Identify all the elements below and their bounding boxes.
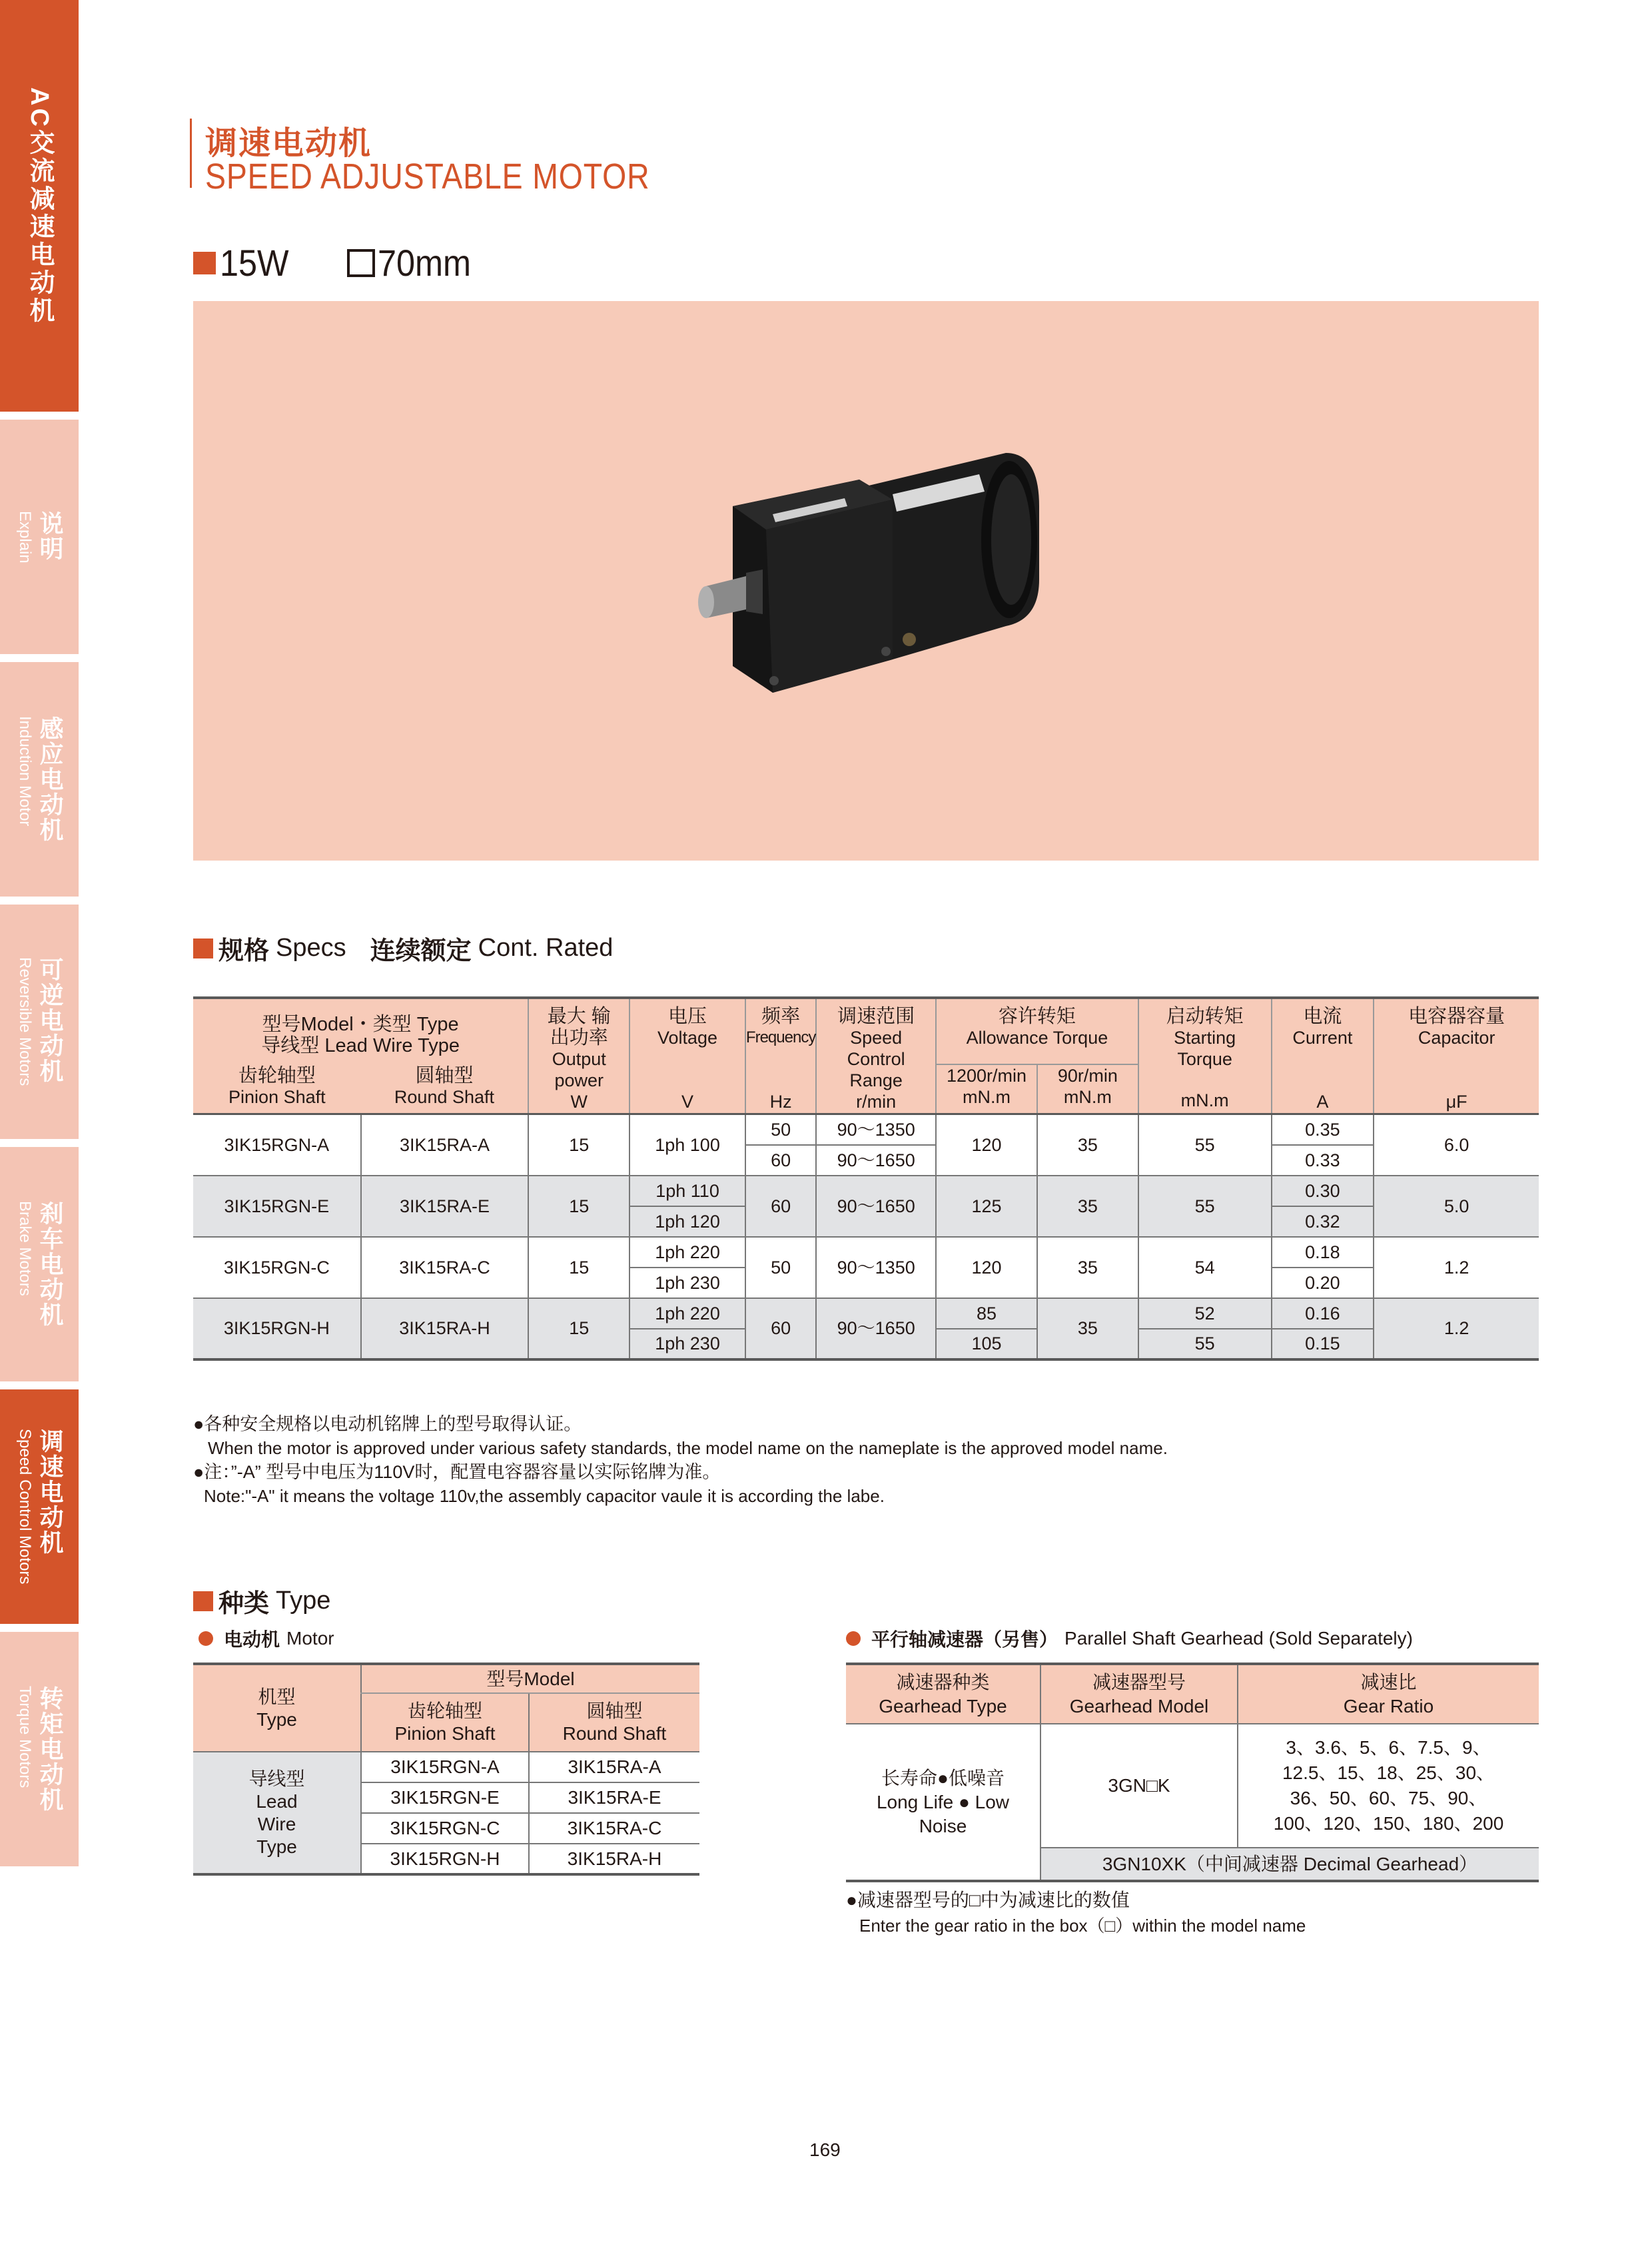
speed-value: 90～1650: [816, 1145, 936, 1176]
freq-header-zh: 频率: [761, 1006, 801, 1027]
pinion-model: 3IK15RGN-A: [193, 1114, 361, 1176]
page-number: 169: [809, 2139, 841, 2160]
specs-table: [193, 996, 1539, 1361]
freq-value: 50: [745, 1237, 816, 1298]
cap-header-zh: 电容器容量: [1408, 1006, 1505, 1027]
torque-1200-value: 85: [936, 1298, 1037, 1329]
speed-unit: r/min: [856, 1092, 897, 1112]
voltage-value: 1ph 230: [629, 1329, 745, 1359]
gear-ratio-line: 100、120、150、180、200: [1273, 1813, 1504, 1834]
lead-type-en-1: Lead: [256, 1790, 298, 1812]
table-row: [193, 1237, 1539, 1268]
type-header-en: Type: [256, 1708, 297, 1730]
lead-type-en-3: Type: [256, 1836, 297, 1857]
solid-square-icon: [193, 252, 216, 274]
table-row: [193, 1114, 1539, 1145]
current-header-zh: 电流: [1303, 1006, 1342, 1027]
torque-1200-value: 120: [936, 1114, 1037, 1176]
type-heading: 种类 Type: [193, 1583, 330, 1619]
type-header-zh: 机型: [258, 1686, 296, 1707]
pinion-header-zh: 齿轮轴型: [407, 1700, 482, 1721]
cap-header-en: Capacitor: [1418, 1028, 1495, 1048]
gear-type-zh: 长寿命●低噪音: [881, 1767, 1005, 1788]
speed-value: 90～1350: [816, 1114, 936, 1145]
start-torque-value: 52: [1138, 1298, 1272, 1329]
round-model: 3IK15RA-C: [529, 1813, 699, 1844]
cap-unit: μF: [1446, 1092, 1467, 1112]
torque-90-value: 35: [1037, 1176, 1138, 1237]
speed-header-en: Speed Control Range: [847, 1028, 905, 1090]
current-value: 0.15: [1272, 1329, 1374, 1359]
gear-type-header-zh: 减速器种类: [896, 1671, 990, 1692]
note-zh: ●注：”-A” 型号中电压为110V时，配置电容器容量以实际铭牌为准。: [193, 1462, 721, 1482]
sidebar-tab-brake[interactable]: 刹车电动机 Brake Motors: [0, 1147, 79, 1381]
model-type-header: 型号Model・类型 Type: [262, 1014, 459, 1035]
motor-image: [693, 440, 1052, 719]
note-zh: ●各种安全规格以电动机铭牌上的型号取得认证。: [193, 1414, 582, 1434]
specs-heading: 规格 Specs 连续额定 Cont. Rated: [193, 930, 613, 966]
voltage-header-zh: 电压: [668, 1006, 707, 1027]
motor-subheading: 电动机 Motor: [199, 1625, 334, 1652]
current-header-en: Current: [1292, 1028, 1353, 1048]
voltage-value: 1ph 120: [629, 1206, 745, 1237]
freq-value: 60: [745, 1145, 816, 1176]
start-torque-value: 54: [1138, 1237, 1272, 1298]
table-row: [846, 1724, 1539, 1848]
square-frame-icon: [347, 249, 375, 277]
power-value: 15: [528, 1298, 629, 1359]
power-value: 15: [528, 1114, 629, 1176]
start-torque-value: 55: [1138, 1176, 1272, 1237]
solid-square-icon: [193, 1591, 213, 1611]
pinion-header-en: Pinion Shaft: [394, 1723, 496, 1744]
gear-model: 3GN□K: [1040, 1724, 1238, 1848]
cap-value: 5.0: [1374, 1176, 1539, 1237]
gearhead-table: [846, 1663, 1539, 1882]
voltage-value: 1ph 220: [629, 1298, 745, 1329]
gearhead-note: [846, 1888, 1306, 1938]
current-value: 0.32: [1272, 1206, 1374, 1237]
current-value: 0.20: [1272, 1268, 1374, 1298]
cap-value: 1.2: [1374, 1237, 1539, 1298]
round-model: 3IK15RA-E: [361, 1176, 529, 1237]
voltage-value: 1ph 100: [629, 1114, 745, 1176]
pinion-model: 3IK15RGN-H: [193, 1298, 361, 1359]
sidebar-tab-explain[interactable]: 说明 Explain: [0, 420, 79, 654]
round-header-zh: 圆轴型: [415, 1064, 474, 1086]
round-model: 3IK15RA-E: [529, 1782, 699, 1813]
output-header-zh: 最大 输出功率: [547, 1006, 611, 1048]
current-value: 0.16: [1272, 1298, 1374, 1329]
start-header-en: Starting Torque: [1174, 1028, 1236, 1069]
round-model: 3IK15RA-A: [529, 1752, 699, 1782]
voltage-value: 1ph 220: [629, 1237, 745, 1268]
bullet-dot-icon: [846, 1631, 861, 1646]
pinion-header-zh: 齿轮轴型: [238, 1064, 316, 1086]
voltage-value: 1ph 230: [629, 1268, 745, 1298]
start-torque-value: 55: [1138, 1329, 1272, 1359]
notes: [193, 1412, 1168, 1508]
gear-model-header-en: Gearhead Model: [1069, 1695, 1209, 1716]
torque-header-zh: 容许转矩: [998, 1006, 1076, 1027]
sidebar-tab-torque[interactable]: 转矩电动机 Torque Motors: [0, 1632, 79, 1866]
lead-wire-header: 导线型 Lead Wire Type: [261, 1035, 460, 1056]
start-unit: mN.m: [1180, 1090, 1229, 1110]
table-row: [193, 1298, 1539, 1329]
power-frame-line: [193, 241, 482, 284]
current-value: 0.33: [1272, 1145, 1374, 1176]
speed-value: 90～1650: [816, 1176, 936, 1237]
current-value: 0.18: [1272, 1237, 1374, 1268]
cap-value: 6.0: [1374, 1114, 1539, 1176]
freq-value: 50: [745, 1114, 816, 1145]
current-unit: A: [1316, 1092, 1329, 1112]
bullet-dot-icon: [199, 1631, 213, 1646]
round-model: 3IK15RA-H: [361, 1298, 529, 1359]
round-header-en: Round Shaft: [394, 1086, 495, 1107]
current-value: 0.30: [1272, 1176, 1374, 1206]
gear-type-en-2: Noise: [919, 1815, 967, 1836]
torque-90-value: 35: [1037, 1237, 1138, 1298]
torque-unit-1200: mN.m: [963, 1087, 1011, 1107]
gear-type-en-1: Long Life ● Low: [876, 1791, 1010, 1812]
note-en: Note:"-A" it means the voltage 110v,the assembly capacitor vaule it is according the labe.: [204, 1486, 885, 1506]
power-rating: 15W: [220, 242, 289, 284]
gear-type-header-en: Gearhead Type: [879, 1695, 1007, 1716]
output-unit: W: [570, 1092, 588, 1112]
gear-ratio-header-en: Gear Ratio: [1343, 1695, 1434, 1716]
pinion-model: 3IK15RGN-C: [193, 1237, 361, 1298]
round-header-zh: 圆轴型: [586, 1700, 643, 1721]
cap-value: 1.2: [1374, 1298, 1539, 1359]
gear-ratio-line: 12.5、15、18、25、30、: [1282, 1762, 1495, 1783]
freq-header-en: Frequency: [745, 1028, 816, 1046]
power-value: 15: [528, 1237, 629, 1298]
page-title-zh: 调速电动机: [205, 126, 372, 161]
motor-type-table: [193, 1663, 699, 1876]
torque-unit-90: mN.m: [1063, 1087, 1112, 1107]
solid-square-icon: [193, 938, 213, 958]
note-en: When the motor is approved under various safety standards, the model name on the nameplate is the approved model name.: [208, 1438, 1168, 1458]
decimal-gearhead: 3GN10XK（中间减速器 Decimal Gearhead）: [1040, 1848, 1539, 1881]
gearhead-subheading: 平行轴减速器（另售） Parallel Shaft Gearhead (Sold Separately): [846, 1625, 1413, 1652]
freq-unit: Hz: [769, 1092, 792, 1112]
voltage-header-en: Voltage: [657, 1028, 718, 1048]
gear-ratio-line: 36、50、60、75、90、: [1290, 1788, 1487, 1808]
pinion-model: 3IK15RGN-E: [361, 1782, 529, 1813]
torque-1200-value: 105: [936, 1329, 1037, 1359]
torque-1200-header: 1200r/min: [946, 1066, 1027, 1086]
pinion-header-en: Pinion Shaft: [228, 1086, 326, 1107]
torque-1200-value: 125: [936, 1176, 1037, 1237]
torque-header-en: Allowance Torque: [966, 1028, 1108, 1048]
sidebar-tab-speed-control[interactable]: 调速电动机 Speed Control Motors: [0, 1389, 79, 1624]
pinion-model: 3IK15RGN-E: [193, 1176, 361, 1237]
torque-90-value: 35: [1037, 1298, 1138, 1359]
torque-1200-value: 120: [936, 1237, 1037, 1298]
round-model: 3IK15RA-H: [529, 1844, 699, 1874]
frame-size: 70mm: [378, 242, 472, 284]
sidebar: [0, 0, 80, 1878]
speed-value: 90～1650: [816, 1298, 936, 1359]
lead-type-en-2: Wire: [257, 1813, 296, 1834]
gear-note-en: Enter the gear ratio in the box（□）within the model name: [859, 1916, 1306, 1936]
pinion-model: 3IK15RGN-H: [361, 1844, 529, 1874]
sidebar-tab-induction[interactable]: 感应电动机 Induction Motor: [0, 662, 79, 897]
title-accent-bar: [190, 119, 192, 188]
gear-model-header-zh: 减速器型号: [1092, 1671, 1186, 1692]
speed-value: 90～1350: [816, 1237, 936, 1298]
torque-90-header: 90r/min: [1057, 1066, 1118, 1086]
torque-90-value: 35: [1037, 1114, 1138, 1176]
round-model: 3IK15RA-C: [361, 1237, 529, 1298]
gear-ratio-header-zh: 减速比: [1360, 1671, 1417, 1692]
freq-value: 60: [745, 1298, 816, 1359]
pinion-model: 3IK15RGN-C: [361, 1813, 529, 1844]
pinion-model: 3IK15RGN-A: [361, 1752, 529, 1782]
start-header-zh: 启动转矩: [1166, 1006, 1244, 1027]
round-model: 3IK15RA-A: [361, 1114, 529, 1176]
speed-header-zh: 调速范围: [837, 1006, 915, 1027]
table-row: [193, 1176, 1539, 1206]
table-row: [193, 1752, 699, 1782]
start-torque-value: 55: [1138, 1114, 1272, 1176]
gear-ratio-line: 3、3.6、5、6、7.5、9、: [1286, 1737, 1491, 1758]
model-header: 型号Model: [361, 1664, 699, 1693]
output-header-en: Output power: [552, 1049, 606, 1090]
sidebar-active-section[interactable]: AC交流减速电动机: [0, 0, 79, 412]
sidebar-tab-reversible[interactable]: 可逆电动机 Reversible Motors: [0, 905, 79, 1139]
lead-type-zh: 导线型: [248, 1768, 305, 1789]
gear-note-zh: ●减速器型号的□中为减速比的数值: [846, 1890, 1130, 1910]
page-title-en: SPEED ADJUSTABLE MOTOR: [205, 157, 650, 196]
current-value: 0.35: [1272, 1114, 1374, 1145]
voltage-value: 1ph 110: [629, 1176, 745, 1206]
freq-value: 60: [745, 1176, 816, 1237]
power-value: 15: [528, 1176, 629, 1237]
voltage-unit: V: [681, 1092, 694, 1112]
round-header-en: Round Shaft: [562, 1723, 667, 1744]
